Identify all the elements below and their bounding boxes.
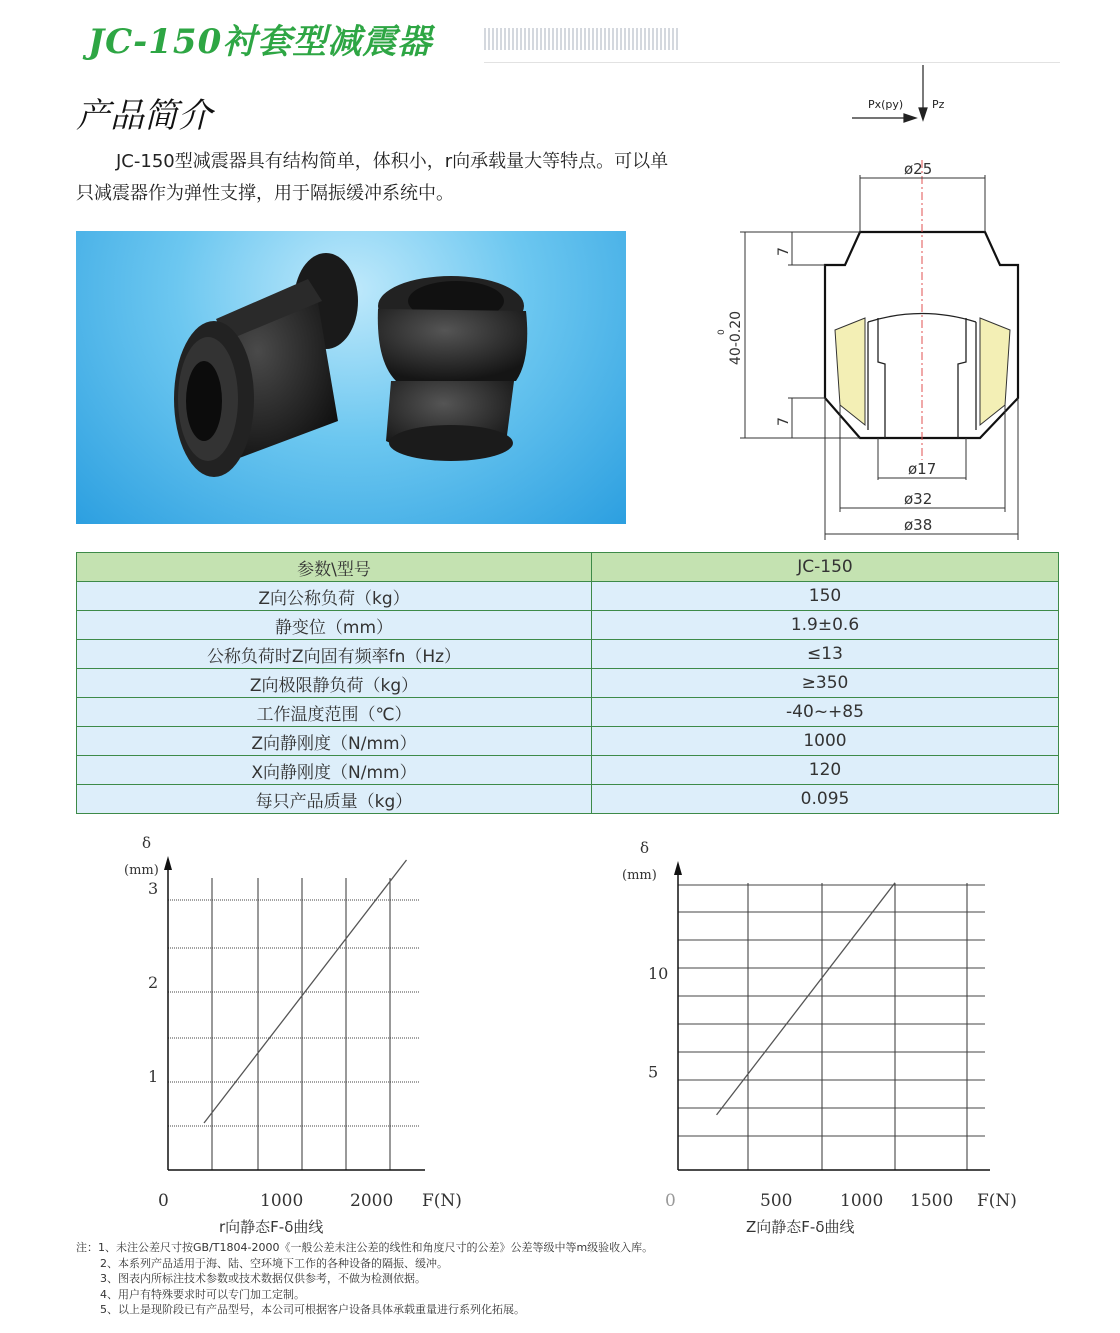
chart-title: Z向静态F-δ曲线 [746, 1218, 855, 1236]
y-tick-label: 3 [148, 879, 159, 899]
table-header-cell: 参数\型号 [77, 553, 592, 582]
force-label-x: Px(py) [868, 98, 904, 111]
x-tick-label: 2000 [350, 1191, 394, 1211]
chart-title: r向静态F-δ曲线 [219, 1218, 324, 1236]
param-value: 120 [592, 756, 1059, 785]
table-row [77, 727, 1059, 756]
section-heading: 产品简介 [76, 96, 212, 136]
y-axis-label: δ [640, 839, 650, 857]
dim-top: ø25 [904, 160, 933, 178]
dim-height: 40-0.20 [728, 310, 744, 365]
param-value: ≥350 [592, 669, 1059, 698]
footnotes [76, 1240, 653, 1318]
x-tick-label: 1000 [260, 1191, 304, 1211]
y-tick-label: 1 [148, 1067, 159, 1087]
dim-d38: ø38 [904, 516, 933, 534]
note-line: 2、本系列产品适用于海、陆、空环境下工作的各种设备的隔振、缓冲。 [100, 1256, 448, 1270]
param-name: 公称负荷时Z向固有频率fn（Hz） [77, 640, 592, 669]
y-tick-label: 2 [148, 973, 159, 993]
table-header-cell: JC-150 [592, 553, 1059, 582]
table-row [77, 640, 1059, 669]
x-tick-label: 500 [760, 1191, 793, 1211]
param-value: 150 [592, 582, 1059, 611]
param-value: 1.9±0.6 [592, 611, 1059, 640]
dim-step-bottom: 7 [776, 417, 792, 426]
charts-area [0, 830, 1120, 1240]
table-row [77, 698, 1059, 727]
x-tick-label: 1000 [840, 1191, 884, 1211]
y-axis-unit: (mm) [622, 868, 657, 883]
table-row [77, 669, 1059, 698]
intro-paragraph: JC-150型减震器具有结构简单，体积小，r向承载量大等特点。可以单只减震器作为弹性支撑，用于隔振缓冲系统中。 [76, 151, 669, 204]
x-axis-label: F(N) [422, 1191, 462, 1211]
param-name: Z向公称负荷（kg） [77, 582, 592, 611]
param-name: 每只产品质量（kg） [77, 785, 592, 814]
table-row [77, 785, 1059, 814]
param-name: Z向极限静负荷（kg） [77, 669, 592, 698]
y-axis-arrow [164, 856, 172, 870]
param-value: ≤13 [592, 640, 1059, 669]
dim-d17: ø17 [908, 460, 937, 478]
table-row [77, 611, 1059, 640]
note-line: 5、以上是现阶段已有产品型号，本公司可根据客户设备具体承载重量进行系列化拓展。 [100, 1303, 525, 1316]
note-line: 注：1、未注公差尺寸按GB/T1804-2000《一般公差未注公差的线性和角度尺寸的公差》公差等级中等m级验收入库。 [76, 1241, 654, 1254]
note-line: 4、用户有特殊要求时可以专门加工定制。 [100, 1287, 305, 1301]
param-name: X向静刚度（N/mm） [77, 756, 592, 785]
dim-d32: ø32 [904, 490, 933, 508]
table-header-row [77, 553, 1059, 582]
force-label-z: Pz [932, 98, 945, 111]
dim-height-tol: 0 [717, 329, 727, 335]
param-value: -40~+85 [592, 698, 1059, 727]
param-name: Z向静刚度（N/mm） [77, 727, 592, 756]
param-value: 1000 [592, 727, 1059, 756]
x-axis-label: F(N) [977, 1191, 1017, 1211]
x-tick-label: 0 [665, 1191, 676, 1211]
param-name: 工作温度范围（℃） [77, 698, 592, 727]
bushing-right [378, 276, 527, 461]
y-axis-arrow [674, 861, 682, 875]
x-tick-label: 1500 [910, 1191, 954, 1211]
y-axis-unit: (mm) [124, 863, 159, 878]
y-axis-label: δ [142, 834, 152, 852]
table-row [77, 756, 1059, 785]
product-title: JC-150衬套型减震器 [88, 22, 433, 62]
spec-table [76, 552, 1059, 814]
param-value: 0.095 [592, 785, 1059, 814]
technical-drawing [700, 60, 1080, 550]
product-photo [76, 231, 626, 524]
table-row [77, 582, 1059, 611]
y-tick-label: 10 [648, 964, 669, 984]
bushing-left [174, 253, 358, 477]
x-tick-label: 0 [158, 1191, 169, 1211]
title-decoration [484, 28, 680, 50]
note-line: 3、图表内所标注技术参数或技术数据仅供参考，不做为检测依据。 [100, 1272, 426, 1285]
y-tick-label: 5 [648, 1062, 659, 1082]
dim-step-top: 7 [776, 247, 792, 256]
param-name: 静变位（mm） [77, 611, 592, 640]
